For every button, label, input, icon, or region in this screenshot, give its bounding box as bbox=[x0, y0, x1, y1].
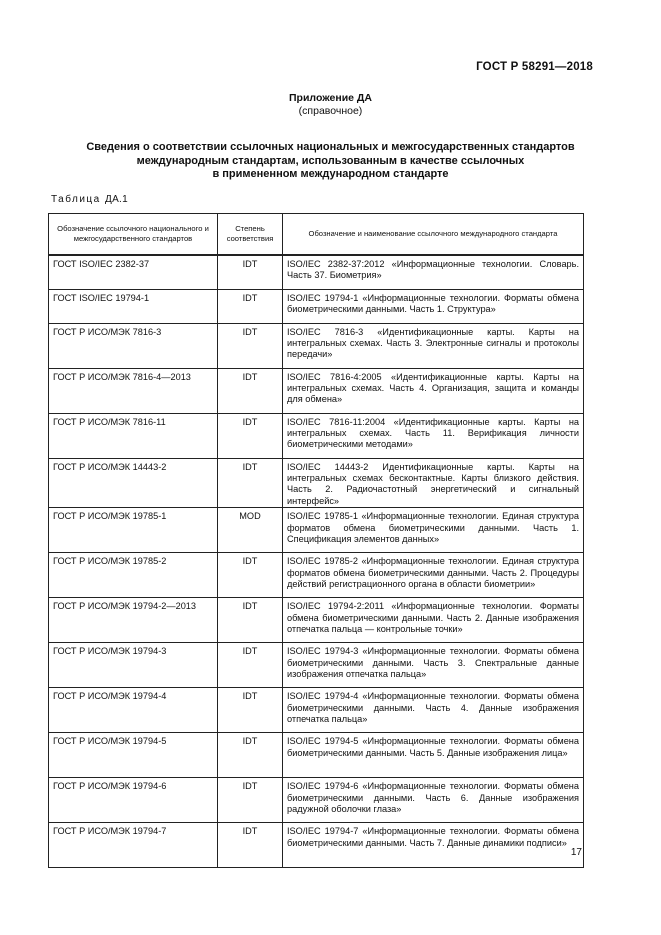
national-standard-cell: ГОСТ Р ИСО/МЭК 7816-11 bbox=[49, 413, 218, 458]
degree-cell: IDT bbox=[218, 643, 283, 688]
header-degree: Степень соответствия bbox=[218, 214, 283, 256]
national-standard-cell: ГОСТ Р ИСО/МЭК 19785-2 bbox=[49, 553, 218, 598]
degree-cell: IDT bbox=[218, 778, 283, 823]
table-row bbox=[49, 413, 584, 458]
table-body bbox=[49, 255, 584, 868]
degree-cell: IDT bbox=[218, 323, 283, 368]
heading-line-1: Сведения о соответствии ссылочных национальных и межгосударственных стандартов bbox=[86, 141, 575, 153]
table-row bbox=[49, 643, 584, 688]
national-standard-cell: ГОСТ Р ИСО/МЭК 19794-7 bbox=[49, 823, 218, 868]
national-standard-cell: ГОСТ Р ИСО/МЭК 19794-5 bbox=[49, 733, 218, 778]
international-standard-cell: ISO/IEC 19794-6 «Информационные технологии. Форматы обмена биометрическими данными. Часть 6. Данные изображения радужной оболочки глаза» bbox=[283, 778, 584, 823]
degree-cell: IDT bbox=[218, 598, 283, 643]
header-national-standard: Обозначение ссылочного национального и межгосударственного стандартов bbox=[49, 214, 218, 256]
national-standard-cell: ГОСТ Р ИСО/МЭК 19794-3 bbox=[49, 643, 218, 688]
section-heading bbox=[40, 141, 621, 182]
table-row bbox=[49, 823, 584, 868]
international-standard-cell: ISO/IEC 19785-1 «Информационные технологии. Единая структура форматов обмена биометрическими данными. Часть 1. Спецификация элементов данных» bbox=[283, 508, 584, 553]
table-row bbox=[49, 508, 584, 553]
degree-cell: IDT bbox=[218, 413, 283, 458]
international-standard-cell: ISO/IEC 19785-2 «Информационные технологии. Единая структура форматов обмена биометрическими данными. Часть 2. Процедуры действий регистрационного органа в области биометрии» bbox=[283, 553, 584, 598]
table-row bbox=[49, 458, 584, 508]
national-standard-cell: ГОСТ ISO/IEC 2382-37 bbox=[49, 255, 218, 289]
international-standard-cell: ISO/IEC 19794-7 «Информационные технологии. Форматы обмена биометрическими данными. Часть 7. Данные динамики подписи» bbox=[283, 823, 584, 868]
table-row bbox=[49, 778, 584, 823]
table-row bbox=[49, 688, 584, 733]
table-row bbox=[49, 733, 584, 778]
annex-subtitle: (справочное) bbox=[298, 105, 363, 117]
degree-cell: IDT bbox=[218, 458, 283, 508]
table-row bbox=[49, 289, 584, 323]
degree-cell: IDT bbox=[218, 688, 283, 733]
international-standard-cell: ISO/IEC 19794-4 «Информационные технологии. Форматы обмена биометрическими данными. Часть 4. Данные изображения отпечатка пальца» bbox=[283, 688, 584, 733]
degree-cell: IDT bbox=[218, 289, 283, 323]
annex-title: Приложение ДА bbox=[289, 92, 372, 104]
standard-code: ГОСТ Р 58291—2018 bbox=[476, 61, 593, 73]
international-standard-cell: ISO/IEC 14443-2 Идентификационные карты. Карты на интегральных схемах бесконтактные. Карты близкого действия. Часть 2. Радиочастотный энергетический и сигнальный интерфейс» bbox=[283, 458, 584, 508]
degree-cell: IDT bbox=[218, 368, 283, 413]
international-standard-cell: ISO/IEC 19794-1 «Информационные технологии. Форматы обмена биометрическими данными. Часть 1. Структура» bbox=[283, 289, 584, 323]
national-standard-cell: ГОСТ Р ИСО/МЭК 19794-4 bbox=[49, 688, 218, 733]
international-standard-cell: ISO/IEC 19794-2:2011 «Информационные технологии. Форматы обмена биометрическими данными. Часть 2. Данные изображения отпечатка пальца — контрольные точки» bbox=[283, 598, 584, 643]
page-number: 17 bbox=[570, 847, 582, 858]
correspondence-table bbox=[48, 213, 584, 868]
degree-cell: IDT bbox=[218, 553, 283, 598]
table-row bbox=[49, 553, 584, 598]
annex-title-block bbox=[0, 92, 661, 118]
national-standard-cell: ГОСТ Р ИСО/МЭК 7816-3 bbox=[49, 323, 218, 368]
table-row bbox=[49, 598, 584, 643]
degree-cell: IDT bbox=[218, 823, 283, 868]
international-standard-cell: ISO/IEC 7816-3 «Идентификационные карты. Карты на интегральных схемах. Часть 3. Электронные сигналы и протоколы передачи» bbox=[283, 323, 584, 368]
international-standard-cell: ISO/IEC 7816-11:2004 «Идентификационные карты. Карты на интегральных схемах. Часть 11. Верификация личности биометрическими методами» bbox=[283, 413, 584, 458]
degree-cell: IDT bbox=[218, 255, 283, 289]
international-standard-cell: ISO/IEC 7816-4:2005 «Идентификационные карты. Карты на интегральных схемах. Часть 4. Организация, защита и команды для обмена» bbox=[283, 368, 584, 413]
national-standard-cell: ГОСТ Р ИСО/МЭК 14443-2 bbox=[49, 458, 218, 508]
table-caption bbox=[51, 194, 128, 205]
degree-cell: MOD bbox=[218, 508, 283, 553]
table-header-row bbox=[49, 214, 584, 256]
heading-line-3: в примененном международном стандарте bbox=[212, 168, 449, 180]
heading-line-2: международным стандартам, использованным в качестве ссылочных bbox=[136, 154, 525, 167]
table-row bbox=[49, 368, 584, 413]
table-row bbox=[49, 323, 584, 368]
header-international-standard: Обозначение и наименование ссылочного международного стандарта bbox=[283, 214, 584, 256]
table-caption-word: Таблица bbox=[51, 194, 101, 205]
table-row bbox=[49, 255, 584, 289]
national-standard-cell: ГОСТ Р ИСО/МЭК 19785-1 bbox=[49, 508, 218, 553]
national-standard-cell: ГОСТ Р ИСО/МЭК 19794-2—2013 bbox=[49, 598, 218, 643]
degree-cell: IDT bbox=[218, 733, 283, 778]
table-caption-number: ДА.1 bbox=[105, 194, 128, 205]
international-standard-cell: ISO/IEC 2382-37:2012 «Информационные технологии. Словарь. Часть 37. Биометрия» bbox=[283, 255, 584, 289]
national-standard-cell: ГОСТ Р ИСО/МЭК 19794-6 bbox=[49, 778, 218, 823]
international-standard-cell: ISO/IEC 19794-5 «Информационные технологии. Форматы обмена биометрическими данными. Часть 5. Данные изображения лица» bbox=[283, 733, 584, 778]
national-standard-cell: ГОСТ ISO/IEC 19794-1 bbox=[49, 289, 218, 323]
international-standard-cell: ISO/IEC 19794-3 «Информационные технологии. Форматы обмена биометрическими данными. Часть 3. Спектральные данные изображения отпечатка пальца» bbox=[283, 643, 584, 688]
national-standard-cell: ГОСТ Р ИСО/МЭК 7816-4—2013 bbox=[49, 368, 218, 413]
